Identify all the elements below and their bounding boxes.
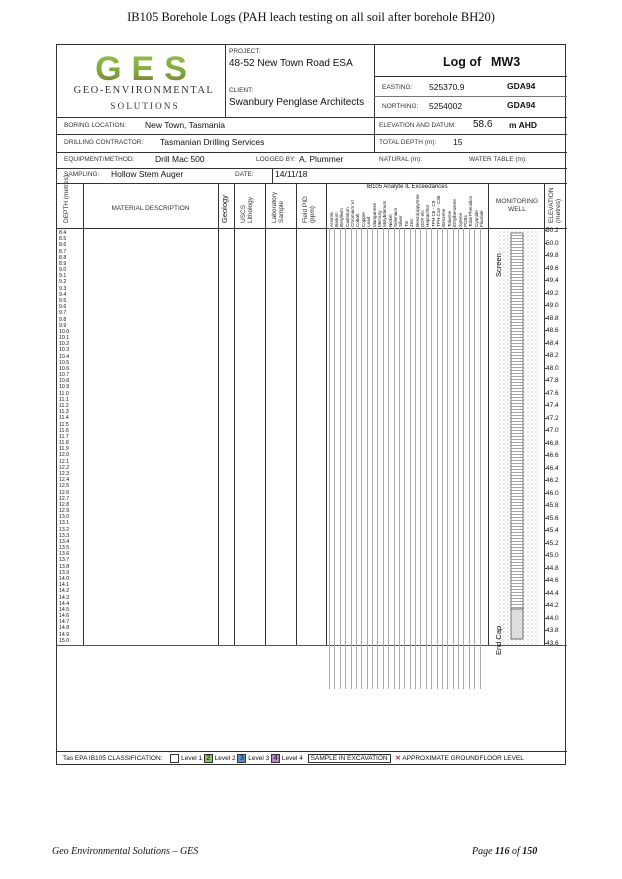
depth-tick-label: 14.2 bbox=[59, 588, 70, 595]
elevation-tick-mark bbox=[544, 530, 547, 531]
depth-tick-label: 13.7 bbox=[59, 557, 70, 564]
total-depth-value: 15 bbox=[453, 137, 463, 147]
analyte-column-line bbox=[356, 228, 357, 689]
elevation-tick-label: 44.0 bbox=[546, 614, 559, 622]
analyte-label: Heptachlor bbox=[425, 204, 431, 227]
log-id: MW3 bbox=[491, 55, 521, 69]
depth-tick-label: 11.2 bbox=[59, 403, 69, 409]
col-elevation: ELEVATION (metres) bbox=[548, 187, 562, 223]
elevation-tick-label: 49.6 bbox=[546, 264, 559, 272]
depth-tick-label: 11.4 bbox=[59, 415, 69, 422]
borehole-log-sheet bbox=[56, 44, 566, 765]
elevation-tick-label: 45.2 bbox=[546, 539, 559, 547]
depth-tick-label: 13.6 bbox=[59, 551, 70, 558]
elevation-tick-mark bbox=[544, 330, 547, 331]
easting-value: 525370.9 bbox=[429, 82, 465, 92]
depth-tick-label: 13.1 bbox=[59, 520, 70, 527]
location-value: New Town, Tasmania bbox=[145, 120, 226, 130]
northing-label: NORTHING: bbox=[382, 103, 419, 110]
depth-tick-label: 14.5 bbox=[59, 606, 70, 613]
elevation-tick-label: 45.6 bbox=[546, 514, 559, 522]
company-name-line2: S O L U T I O N S bbox=[110, 101, 178, 111]
elevation-tick-mark bbox=[544, 630, 547, 631]
analyte-label: Chromium VI bbox=[350, 200, 356, 227]
analyte-label: PCBs bbox=[462, 215, 468, 227]
footer-page-total: 150 bbox=[522, 846, 538, 857]
logged-value: A. Plummer bbox=[299, 154, 344, 164]
analyte-label: Manganese bbox=[371, 202, 377, 227]
elevation-tick-mark bbox=[544, 305, 547, 306]
elevation-tick-mark bbox=[544, 380, 547, 381]
analyte-column-line bbox=[340, 228, 341, 689]
elevation-tick-label: 46.0 bbox=[546, 489, 559, 497]
elevation-tick-mark bbox=[544, 455, 547, 456]
well-endcap-label: End Cap bbox=[494, 625, 503, 655]
sampling-label: SAMPLING: bbox=[64, 171, 100, 178]
elevation-tick-mark bbox=[544, 430, 547, 431]
analyte-label: Tin bbox=[403, 220, 409, 227]
elevation-tick-mark bbox=[544, 418, 547, 419]
col-monitoring-well: MONITORING WELL bbox=[495, 198, 539, 213]
analyte-column-line bbox=[458, 228, 459, 689]
elevation-tick-label: 47.2 bbox=[546, 414, 559, 422]
client-label: CLIENT: bbox=[229, 87, 254, 94]
ges-logo bbox=[85, 51, 207, 83]
analyte-column-line bbox=[367, 228, 368, 689]
legend bbox=[63, 754, 563, 763]
depth-tick-label: 11.0 bbox=[59, 390, 69, 397]
footer-page-of: of bbox=[512, 846, 520, 857]
depth-tick-label: 12.0 bbox=[59, 452, 70, 459]
depth-tick-label: 10.6 bbox=[59, 365, 70, 372]
depth-tick-label: 9.6 bbox=[59, 304, 67, 311]
depth-tick-label: 14.6 bbox=[59, 613, 70, 620]
elevation-tick-label: 44.2 bbox=[546, 602, 559, 610]
elevation-tick-label: 46.8 bbox=[546, 439, 559, 447]
analyte-column-line bbox=[453, 228, 454, 689]
elevation-tick-label: 46.6 bbox=[546, 452, 559, 460]
depth-tick-label: 10.9 bbox=[59, 384, 70, 391]
col-material: MATERIAL DESCRIPTION bbox=[111, 205, 190, 212]
elevation-tick-label: 50.0 bbox=[546, 239, 559, 247]
analyte-label: Zinc bbox=[409, 218, 415, 227]
elevation-tick-mark bbox=[544, 293, 547, 294]
analyte-column-line bbox=[372, 228, 373, 689]
elevation-tick-label: 48.6 bbox=[546, 327, 559, 335]
elevation-tick-mark bbox=[544, 555, 547, 556]
depth-tick-label: 10.3 bbox=[59, 347, 70, 354]
elevation-tick-mark bbox=[544, 505, 547, 506]
analyte-column-line bbox=[329, 228, 330, 689]
elevation-tick-mark bbox=[544, 243, 547, 244]
depth-tick-label: 13.2 bbox=[59, 526, 70, 533]
equipment-value: Drill Mac 500 bbox=[155, 154, 205, 164]
depth-tick-label: 10.1 bbox=[59, 335, 70, 342]
approx-groundfloor-icon: ✕ bbox=[395, 755, 401, 763]
depth-tick-label: 12.4 bbox=[59, 477, 70, 484]
analyte-label: Nickel bbox=[387, 214, 393, 227]
analyte-column-line bbox=[388, 228, 389, 689]
level4-swatch: 4 bbox=[271, 754, 280, 763]
elevation-tick-label: 49.0 bbox=[546, 302, 559, 310]
analyte-label: Mercury bbox=[376, 210, 382, 227]
analyte-label: TPH C10 - C36 bbox=[436, 195, 442, 227]
depth-tick-label: 13.8 bbox=[59, 563, 70, 570]
date-value: 14/11/18 bbox=[275, 169, 308, 179]
legend-title: Tas EPA IB105 CLASSIFICATION: bbox=[63, 755, 163, 763]
depth-tick-label: 11.6 bbox=[59, 427, 69, 434]
depth-tick-label: 8.8 bbox=[59, 254, 67, 261]
elevation-tick-label: 47.6 bbox=[546, 389, 559, 397]
elevation-tick-mark bbox=[544, 443, 547, 444]
footer-page-prefix: Page bbox=[472, 846, 493, 857]
depth-tick-label: 9.3 bbox=[59, 285, 67, 292]
analyte-column-line bbox=[474, 228, 475, 689]
level3-swatch: 3 bbox=[237, 754, 246, 763]
legend-level3: Level 3 bbox=[248, 755, 270, 763]
depth-tick-label: 9.2 bbox=[59, 279, 67, 286]
analyte-column-line bbox=[442, 228, 443, 689]
col-pid: Field PID (ppm) bbox=[302, 196, 316, 223]
elevation-tick-label: 44.8 bbox=[546, 564, 559, 572]
well-end-cap bbox=[511, 609, 523, 639]
analyte-label: Fluoride bbox=[479, 210, 485, 227]
depth-tick-label: 10.8 bbox=[59, 378, 70, 385]
sampling-value: Hollow Stem Auger bbox=[111, 169, 184, 179]
depth-tick-label: 9.0 bbox=[59, 267, 67, 274]
elevation-tick-mark bbox=[544, 493, 547, 494]
sample-in-excavation-label: SAMPLE IN EXCAVATION bbox=[308, 754, 391, 763]
logged-label: LOGGED BY: bbox=[256, 156, 296, 163]
elevation-tick-mark bbox=[544, 580, 547, 581]
elevation-tick-label: 48.4 bbox=[546, 339, 559, 347]
elevation-tick-label: 49.2 bbox=[546, 289, 559, 297]
level1-swatch bbox=[170, 754, 179, 763]
elevation-tick-label: 44.4 bbox=[546, 589, 559, 597]
elevation-tick-label: 49.8 bbox=[546, 252, 559, 260]
elevation-tick-label: 47.0 bbox=[546, 427, 559, 435]
depth-tick-label: 8.9 bbox=[59, 260, 67, 267]
date-label: DATE: bbox=[235, 171, 254, 178]
analyte-column-line bbox=[361, 228, 362, 689]
elevation-tick-label: 47.4 bbox=[546, 402, 559, 410]
northing-value: 5254002 bbox=[429, 101, 463, 111]
easting-label: EASTING: bbox=[382, 84, 413, 91]
footer-page bbox=[472, 846, 537, 857]
contractor-label: DRILLING CONTRACTOR: bbox=[64, 139, 144, 146]
analyte-column-line bbox=[431, 228, 432, 689]
depth-tick-label: 9.5 bbox=[59, 297, 67, 304]
depth-tick-label: 9.9 bbox=[59, 322, 67, 329]
depth-tick-label: 11.5 bbox=[59, 421, 69, 428]
elevation-tick-label: 48.2 bbox=[546, 352, 559, 360]
depth-tick-label: 8.6 bbox=[59, 242, 67, 249]
easting-datum: GDA94 bbox=[507, 81, 536, 91]
depth-tick-label: 12.6 bbox=[59, 489, 70, 496]
depth-tick-label: 10.7 bbox=[59, 372, 70, 379]
col-lab: Laboratory Sample bbox=[271, 191, 285, 223]
analyte-label: Xylene bbox=[457, 212, 463, 227]
project-label: PROJECT: bbox=[229, 48, 261, 55]
depth-tick-label: 9.1 bbox=[59, 273, 67, 280]
depth-tick-label: 13.9 bbox=[59, 569, 70, 576]
elevation-tick-mark bbox=[544, 518, 547, 519]
analyte-label: Arsenic bbox=[328, 211, 334, 227]
depth-tick-label: 11.8 bbox=[59, 440, 69, 447]
equipment-label: EQUIPMENT/METHOD: bbox=[64, 156, 135, 163]
depth-tick-label: 14.9 bbox=[59, 631, 70, 638]
analyte-label: Ethylbenzene bbox=[452, 199, 458, 227]
analyte-column-line bbox=[469, 228, 470, 689]
elevation-tick-label: 44.6 bbox=[546, 577, 559, 585]
analyte-column-line bbox=[480, 228, 481, 689]
analyte-column-line bbox=[334, 228, 335, 689]
analyte-column-line bbox=[351, 228, 352, 689]
analyte-label: TPH C6 - C9 bbox=[430, 200, 436, 227]
depth-tick-label: 15.0 bbox=[59, 637, 70, 644]
elevation-tick-mark bbox=[544, 405, 547, 406]
elevation-tick-label: 47.8 bbox=[546, 377, 559, 385]
elevation-tick-label: 46.2 bbox=[546, 477, 559, 485]
depth-tick-label: 13.0 bbox=[59, 514, 70, 521]
elevation-tick-mark bbox=[544, 605, 547, 606]
elevation-tick-mark bbox=[544, 255, 547, 256]
analyte-column-line bbox=[463, 228, 464, 689]
total-depth-label: TOTAL DEPTH (m): bbox=[379, 139, 437, 146]
legend-level1: Level 1 bbox=[181, 755, 203, 763]
elevation-tick-label: 43.8 bbox=[546, 627, 559, 635]
elevation-tick-mark bbox=[544, 280, 547, 281]
elevation-value: 58.6 bbox=[473, 119, 493, 130]
depth-tick-label: 9.4 bbox=[59, 291, 67, 298]
depth-tick-label: 11.1 bbox=[59, 396, 69, 403]
elevation-tick-mark bbox=[544, 618, 547, 619]
legend-level2: Level 2 bbox=[214, 755, 236, 763]
logo-image bbox=[85, 51, 207, 83]
elevation-unit: m AHD bbox=[509, 120, 538, 130]
analyte-label: Lead bbox=[366, 216, 372, 227]
analyte-column-line bbox=[415, 228, 416, 689]
elevation-tick-mark bbox=[544, 593, 547, 594]
analyte-label: Barium bbox=[333, 212, 339, 227]
monitoring-well-graphic bbox=[495, 231, 541, 645]
analyte-column-line bbox=[426, 228, 427, 689]
level2-swatch: 2 bbox=[204, 754, 213, 763]
approx-groundfloor-label: APPROXIMATE GROUNDFLOOR LEVEL bbox=[402, 755, 524, 763]
footer-page-number: 116 bbox=[495, 846, 510, 857]
analyte-label: Total Phenolics bbox=[468, 196, 474, 227]
depth-tick-label: 8.4 bbox=[59, 230, 67, 236]
analyte-column-line bbox=[377, 228, 378, 689]
logo-letters: GES bbox=[95, 51, 197, 83]
depth-tick-label: 12.5 bbox=[59, 483, 70, 490]
elevation-tick-label: 48.8 bbox=[546, 314, 559, 322]
elevation-tick-label: 50.2 bbox=[546, 227, 559, 234]
depth-tick-label: 11.3 bbox=[59, 409, 69, 416]
depth-tick-label: 12.2 bbox=[59, 464, 70, 471]
northing-datum: GDA94 bbox=[507, 100, 536, 110]
analyte-column-line bbox=[437, 228, 438, 689]
analyte-label: Benzene bbox=[441, 208, 447, 227]
elevation-tick-mark bbox=[544, 643, 547, 644]
elevation-tick-label: 45.4 bbox=[546, 527, 559, 535]
company-name-line1: GEO-ENVIRONMENTAL bbox=[73, 85, 215, 96]
location-label: BORING LOCATION: bbox=[64, 122, 126, 129]
depth-tick-label: 12.8 bbox=[59, 501, 70, 508]
depth-tick-label: 13.3 bbox=[59, 532, 70, 539]
project-value: 48-52 New Town Road ESA bbox=[229, 58, 353, 69]
col-depth: DEPTH (metres) bbox=[63, 174, 70, 223]
depth-tick-label: 12.1 bbox=[59, 458, 70, 465]
elevation-tick-label: 45.0 bbox=[546, 552, 559, 560]
analyte-label: Cobalt bbox=[355, 213, 361, 227]
analyte-column-line bbox=[399, 228, 400, 689]
depth-tick-label: 12.3 bbox=[59, 470, 70, 477]
analyte-column-line bbox=[383, 228, 384, 689]
depth-tick-label: 9.7 bbox=[59, 310, 67, 317]
elevation-tick-label: 46.4 bbox=[546, 464, 559, 472]
analyte-label: Toluene bbox=[446, 210, 452, 227]
analyte-label: DDT etc bbox=[419, 210, 425, 227]
analyte-label: Cyanide bbox=[473, 210, 479, 227]
analyte-column-line bbox=[345, 228, 346, 689]
col-uscs: USCS Lithology bbox=[240, 196, 254, 223]
depth-tick-label: 13.5 bbox=[59, 545, 70, 552]
depth-tick-label: 10.0 bbox=[59, 328, 70, 335]
depth-tick-label: 13.4 bbox=[59, 538, 70, 545]
analyte-column-line bbox=[447, 228, 448, 689]
depth-tick-label: 14.0 bbox=[59, 576, 70, 583]
col-geology: Geology bbox=[220, 195, 229, 223]
water-table-label: WATER TABLE (m): bbox=[469, 156, 527, 163]
analyte-label: Silver bbox=[398, 215, 404, 227]
depth-tick-label: 10.2 bbox=[59, 341, 70, 348]
depth-tick-label: 12.7 bbox=[59, 495, 70, 502]
analyte-label: Cadmium bbox=[344, 207, 350, 227]
depth-tick-label: 14.3 bbox=[59, 594, 70, 601]
analyte-column-line bbox=[404, 228, 405, 689]
depth-tick-label: 11.9 bbox=[59, 446, 69, 453]
legend-level4: Level 4 bbox=[281, 755, 303, 763]
analyte-label: Selenium bbox=[393, 207, 399, 227]
document-title: IB105 Borehole Logs (PAH leach testing on all soil after borehole BH20) bbox=[127, 10, 495, 24]
footer-company: Geo Environmental Solutions – GES bbox=[52, 846, 199, 857]
depth-tick-label: 14.1 bbox=[59, 582, 70, 589]
analyte-label: Molybdenum bbox=[382, 200, 388, 227]
elevation-tick-label: 49.4 bbox=[546, 277, 559, 285]
elevation-tick-mark bbox=[544, 568, 547, 569]
analyte-column-line bbox=[420, 228, 421, 689]
depth-tick-label: 14.7 bbox=[59, 619, 70, 626]
elevation-tick-mark bbox=[544, 230, 547, 231]
depth-tick-label: 8.7 bbox=[59, 248, 67, 255]
depth-tick-label: 10.4 bbox=[59, 353, 70, 360]
depth-tick-label: 14.4 bbox=[59, 600, 70, 607]
elevation-tick-mark bbox=[544, 355, 547, 356]
analyte-label: Copper bbox=[360, 211, 366, 227]
log-of-label: Log of bbox=[443, 55, 482, 69]
analyte-label: Benzo(a)pyrene bbox=[414, 194, 420, 227]
depth-tick-label: 14.8 bbox=[59, 625, 70, 632]
contractor-value: Tasmanian Drilling Services bbox=[160, 137, 265, 147]
col-analyte-header: IB105 Analyte IL Exceedances bbox=[366, 184, 448, 190]
elevation-tick-mark bbox=[544, 543, 547, 544]
analyte-column-line bbox=[394, 228, 395, 689]
elevation-label: ELEVATION AND DATUM: bbox=[379, 122, 456, 129]
elevation-tick-mark bbox=[544, 393, 547, 394]
depth-tick-label: 10.5 bbox=[59, 359, 70, 366]
depth-tick-label: 12.9 bbox=[59, 508, 70, 515]
elevation-tick-label: 45.8 bbox=[546, 502, 559, 510]
natural-label: NATURAL (m): bbox=[379, 156, 422, 163]
elevation-tick-label: 48.0 bbox=[546, 364, 559, 372]
analyte-column-line bbox=[410, 228, 411, 689]
elevation-tick-mark bbox=[544, 480, 547, 481]
analyte-label: Beryllium bbox=[339, 208, 345, 227]
depth-tick-label: 8.5 bbox=[59, 236, 67, 243]
elevation-tick-label: 43.6 bbox=[546, 640, 559, 647]
client-value: Swanbury Penglase Architects bbox=[229, 97, 365, 108]
elevation-tick-mark bbox=[544, 368, 547, 369]
elevation-tick-mark bbox=[544, 343, 547, 344]
depth-tick-label: 11.7 bbox=[59, 433, 69, 440]
elevation-tick-mark bbox=[544, 318, 547, 319]
elevation-tick-mark bbox=[544, 468, 547, 469]
well-screen-label: Screen bbox=[494, 253, 503, 277]
elevation-tick-mark bbox=[544, 268, 547, 269]
depth-tick-label: 9.8 bbox=[59, 316, 67, 323]
